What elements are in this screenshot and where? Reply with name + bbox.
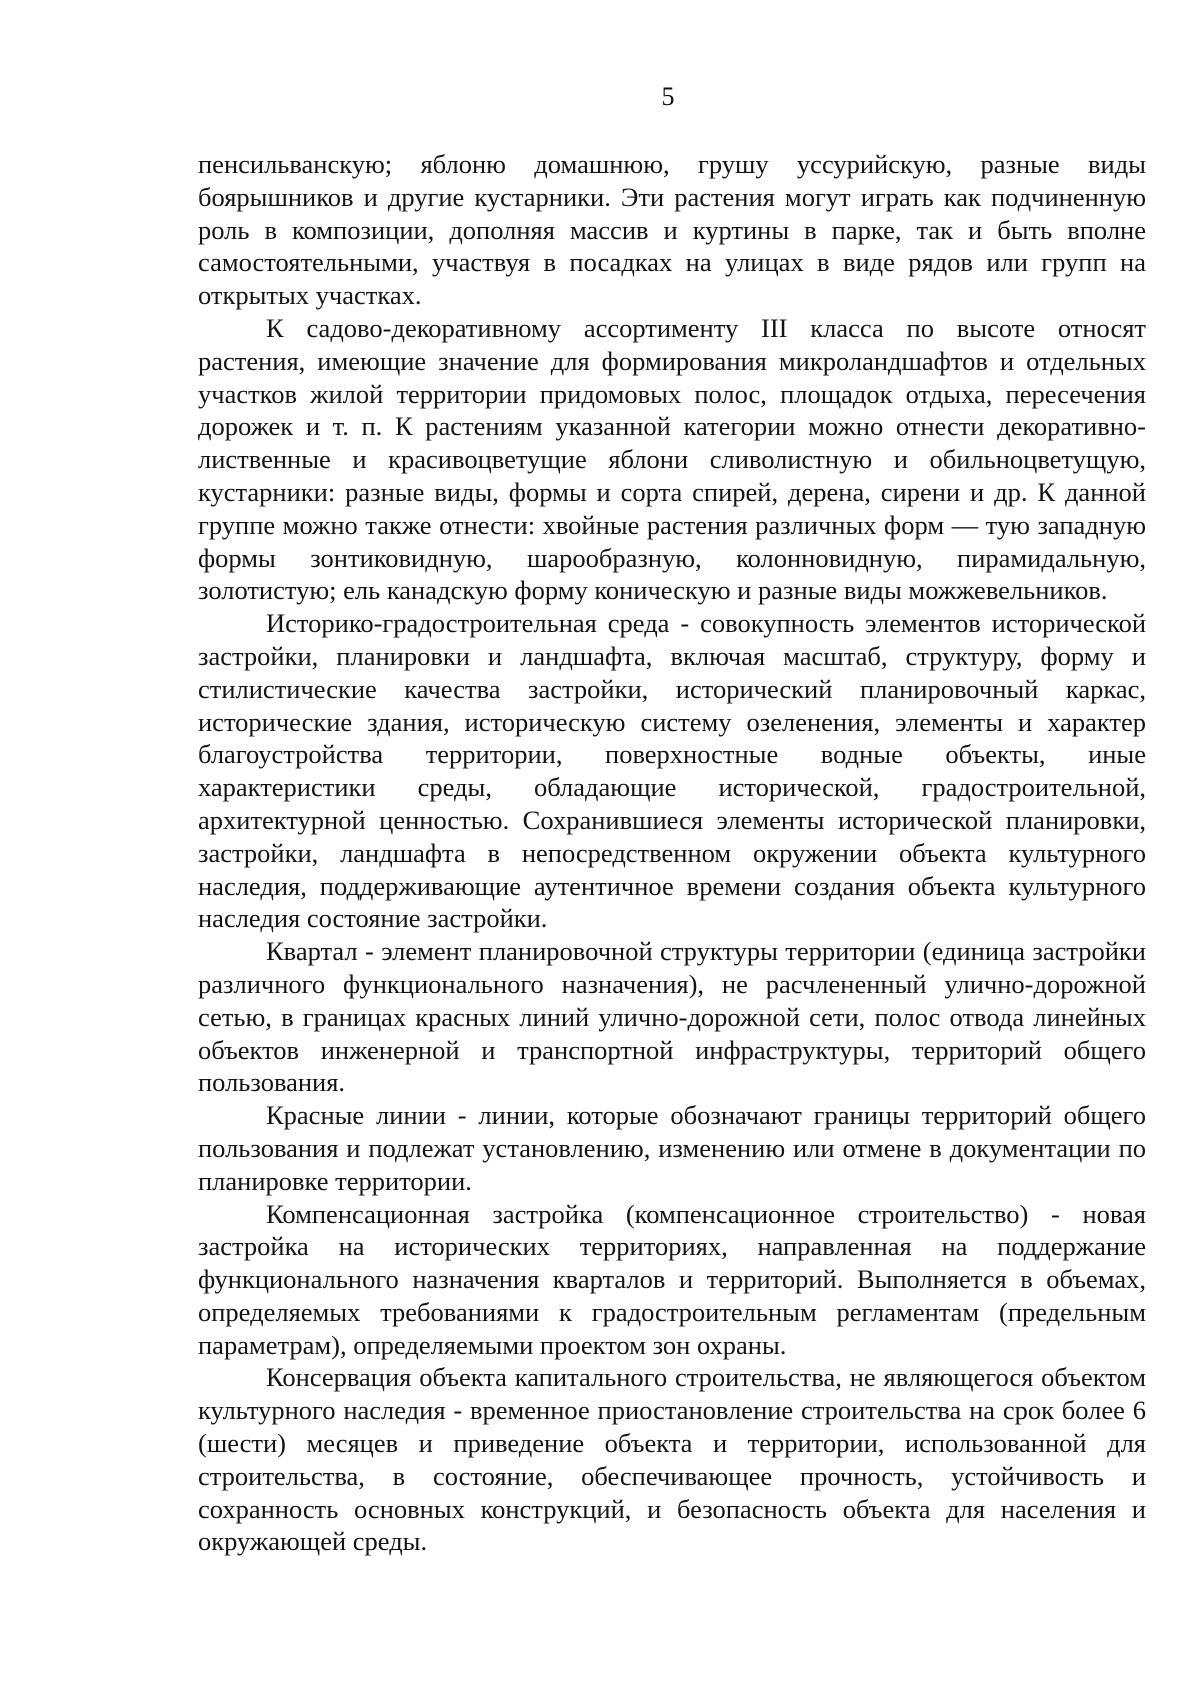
page-number: 5	[661, 82, 675, 111]
paragraph-red-lines-definition: Красные линии - линии, которые обозначают границы территорий общего пользования и подлежат установлению, изменению или отмене в документации по планировке территории.	[198, 1100, 1146, 1196]
paragraph-continuation: пенсильванскую; яблоню домашнюю, грушу уссурийскую, разные виды боярышников и другие кустарники. Эти растения могут играть как подчиненную роль в композиции, дополняя массив и куртины в парке, так и быть вполне самостоятельными, участвуя в посадках на улицах в виде рядов или групп на открытых участках.	[198, 149, 1146, 311]
paragraph-compensation-construction: Компенсационная застройка (компенсационное строительство) - новая застройка на исторических территориях, направленная на поддержание функционального назначения кварталов и территорий. Выполняется в объемах, определяемых требованиями к градостроительным регламентам (предельным параметрам), определяемыми проектом зон охраны.	[198, 1198, 1146, 1360]
paragraph-historic-urban-environment: Историко-градостроительная среда - совокупность элементов исторической застройки, планировки и ландшафта, включая масштаб, структуру, форму и стилистические качества застройки, исторический планировочный каркас, исторические здания, историческую систему озеленения, элементы и характер благоустройства территории, поверхностные водные объекты, иные характеристики среды, обладающие исторической, градостроительной, архитектурной ценностью. Сохранившиеся элементы исторической планировки, застройки, ландшафта в непосредственном окружении объекта культурного наследия, поддерживающие аутентичное времени создания объекта культурного наследия состояние застройки.	[198, 608, 1146, 934]
paragraph-quarter-definition: Квартал - элемент планировочной структуры территории (единица застройки различного функционального назначения), не расчлененный улично-дорожной сетью, в границах красных линий улично-дорожной сети, полос отвода линейных объектов инженерной и транспортной инфраструктуры, территорий общего пользования.	[198, 936, 1146, 1098]
paragraph-assortment-class-3: К садово-декоративному ассортименту III класса по высоте относят растения, имеющие значение для формирования микроландшафтов и отдельных участков жилой территории придомовых полос, площадок отдыха, пересечения дорожек и т. п. К растениям указанной категории можно отнести декоративно-лиственные и красивоцветущие яблони сливолистную и обильноцветущую, кустарники: разные виды, формы и сорта спирей, дерена, сирени и др. К данной группе можно также отнести: хвойные растения различных форм — тую западную формы зонтиковидную, шарообразную, колонновидную, пирамидальную, золотистую; ель канадскую форму коническую и разные виды можжевельников.	[198, 312, 1146, 606]
paragraph-conservation-definition: Консервация объекта капитального строительства, не являющегося объектом культурного наследия - временное приостановление строительства на срок более 6 (шести) месяцев и приведение объекта и территории, использованной для строительства, в состояние, обеспечивающее прочность, устойчивость и сохранность основных конструкций, и безопасность объекта для населения и окружающей среды.	[198, 1362, 1146, 1557]
document-body	[198, 148, 1146, 1558]
